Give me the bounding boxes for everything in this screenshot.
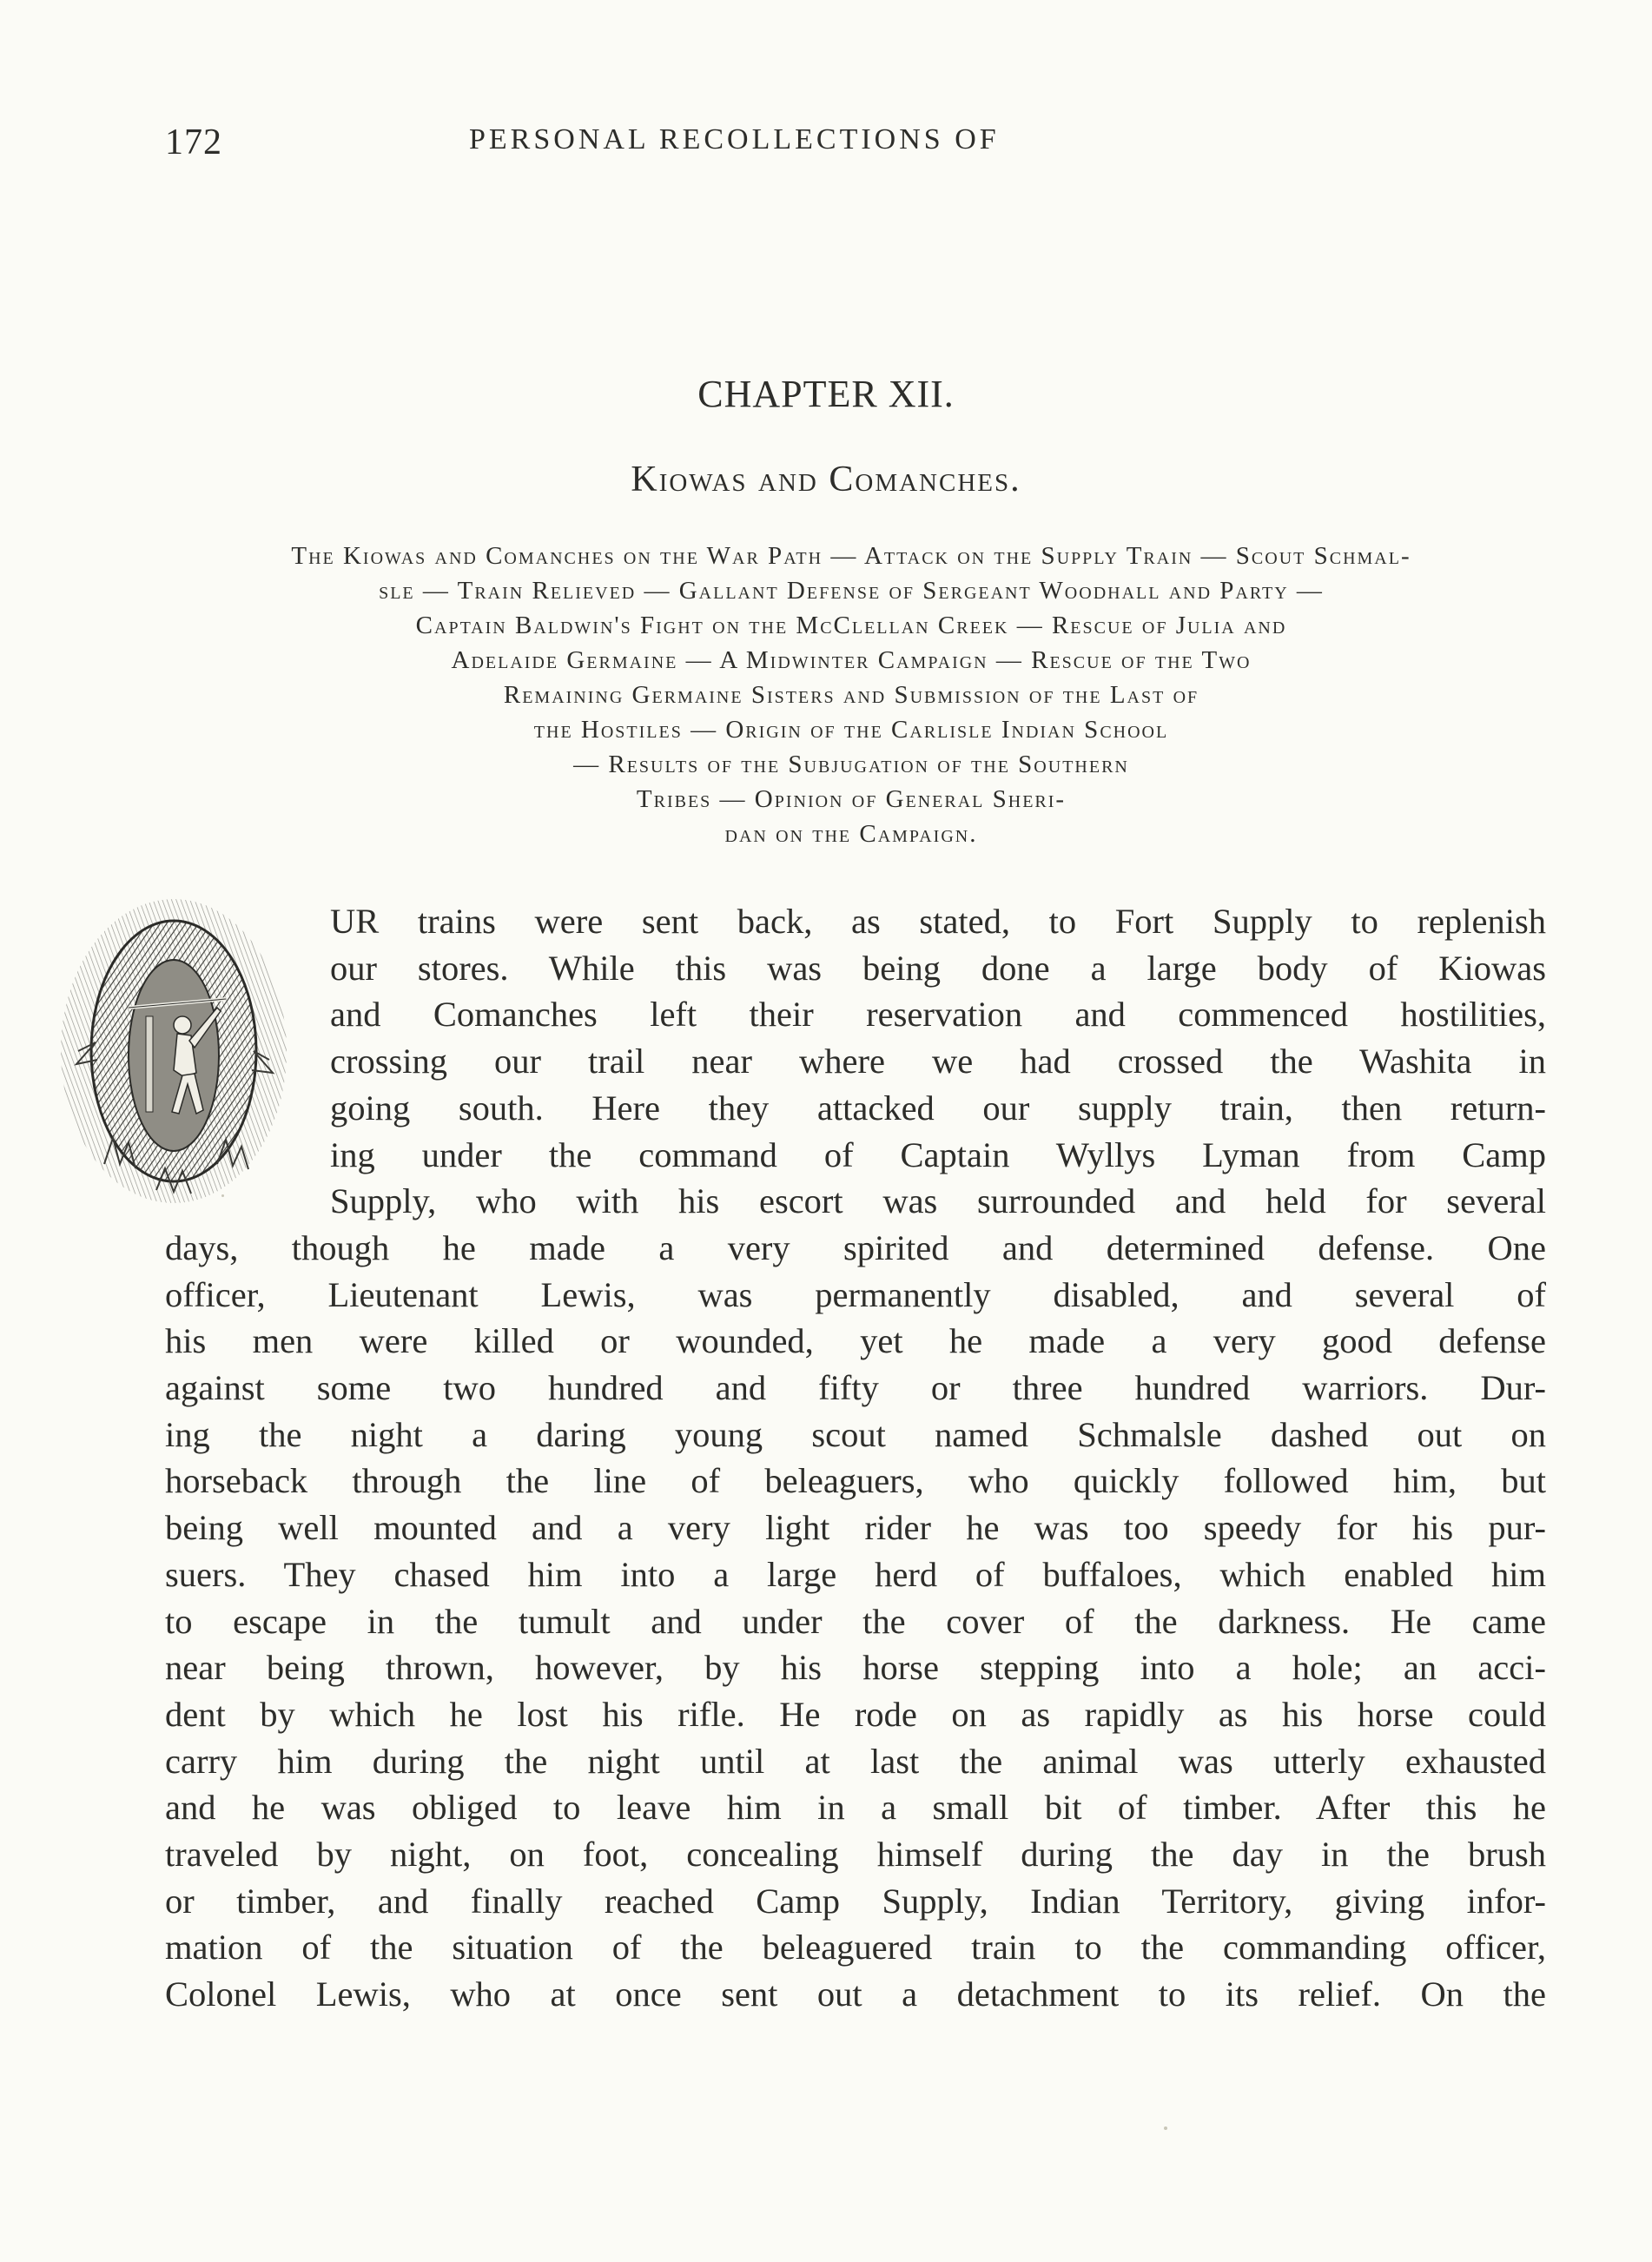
text-line: near being thrown, however, by his horse stepping into a hole; an acci- bbox=[165, 1648, 1546, 1688]
text-line: or timber, and finally reached Camp Supply, Indian Territory, giving infor- bbox=[165, 1881, 1546, 1921]
text-line: traveled by night, on foot, concealing himself during the day in the brush bbox=[165, 1835, 1546, 1875]
body-paragraph bbox=[165, 898, 1546, 2018]
text-line: his men were killed or wounded, yet he made a very good defense bbox=[165, 1321, 1546, 1361]
synopsis-line: Adelaide Germaine — A Midwinter Campaign — Rescue of the Two bbox=[451, 646, 1252, 674]
synopsis-line: Tribes — Opinion of General Sheri- bbox=[636, 785, 1067, 813]
synopsis-line: Captain Baldwin's Fight on the McClellan Creek — Rescue of Julia and bbox=[415, 612, 1287, 639]
synopsis-line: — Results of the Subjugation of the Southern bbox=[573, 751, 1129, 778]
text-line: days, though he made a very spirited and determined defense. One bbox=[165, 1227, 1546, 1267]
synopsis-line: The Kiowas and Comanches on the War Path — Attack on the Supply Train — Scout Schmal- bbox=[291, 542, 1411, 570]
text-line: horseback through the line of beleaguers, who quickly followed him, but bbox=[165, 1461, 1546, 1501]
text-line: dent by which he lost his rifle. He rode on as rapidly as his horse could bbox=[165, 1694, 1546, 1734]
text-line: mation of the situation of the beleaguered train to the commanding officer, bbox=[165, 1928, 1546, 1968]
text-line: and he was obliged to leave him in a small bit of timber. After this he bbox=[165, 1788, 1546, 1828]
text-line: going south. Here they attacked our supply train, then return- bbox=[330, 1088, 1546, 1128]
text-line: carry him during the night until at last the animal was utterly exhausted bbox=[165, 1741, 1546, 1781]
page-number: 172 bbox=[165, 122, 222, 162]
text-line: and Comanches left their reservation and commenced hostilities, bbox=[330, 995, 1546, 1035]
text-line: Supply, who with his escort was surrounded and held for several bbox=[330, 1181, 1546, 1221]
text-line: to escape in the tumult and under the cover of the darkness. He came bbox=[165, 1601, 1546, 1641]
text-line: UR trains were sent back, as stated, to Fort Supply to replenish bbox=[330, 902, 1546, 941]
text-line: ing the night a daring young scout named Schmalsle dashed out on bbox=[165, 1414, 1546, 1454]
chapter-synopsis bbox=[148, 539, 1555, 851]
chapter-subtitle: Kiowas and Comanches. bbox=[631, 460, 1021, 499]
text-line: against some two hundred and fifty or three hundred warriors. Dur- bbox=[165, 1368, 1546, 1408]
paper-speck bbox=[1164, 2126, 1167, 2130]
synopsis-line: the Hostiles — Origin of the Carlisle Indian School bbox=[533, 716, 1169, 744]
synopsis-line: dan on the Campaign. bbox=[724, 820, 978, 848]
text-line: suers. They chased him into a large herd of buffaloes, which enabled him bbox=[165, 1554, 1546, 1594]
text-line: ing under the command of Captain Wyllys Lyman from Camp bbox=[330, 1134, 1546, 1174]
text-line: our stores. While this was being done a large body of Kiowas bbox=[330, 948, 1546, 988]
synopsis-line: Remaining Germaine Sisters and Submission of the Last of bbox=[503, 681, 1199, 709]
synopsis-line: sle — Train Relieved — Gallant Defense of Sergeant Woodhall and Party — bbox=[379, 577, 1324, 605]
text-line: crossing our trail near where we had crossed the Washita in bbox=[330, 1042, 1546, 1081]
text-line: Colonel Lewis, who at once sent out a detachment to its relief. On the bbox=[165, 1974, 1546, 2014]
paper-speck bbox=[221, 1194, 224, 1197]
text-line: officer, Lieutenant Lewis, was permanently disabled, and several of bbox=[165, 1274, 1546, 1314]
chapter-title: CHAPTER XII. bbox=[697, 373, 955, 415]
running-header: PERSONAL RECOLLECTIONS OF bbox=[469, 123, 1000, 155]
text-line: being well mounted and a very light rider he was too speedy for his pur- bbox=[165, 1508, 1546, 1548]
